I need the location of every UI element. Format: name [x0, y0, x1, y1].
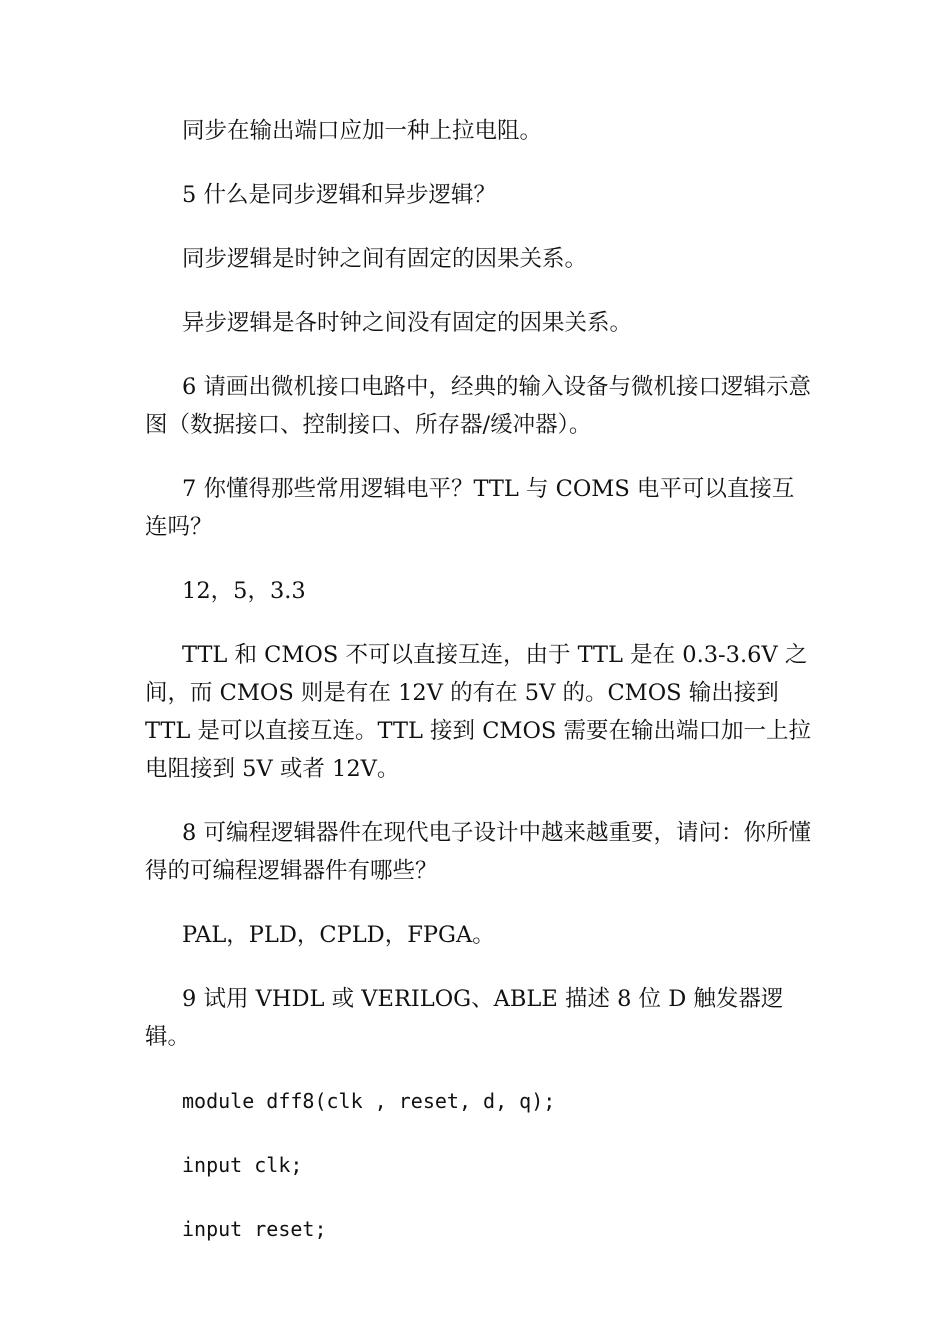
answer-sync-logic: 同步逻辑是时钟之间有固定的因果关系。 — [182, 246, 588, 272]
code-line-input-clk: input clk; — [182, 1153, 303, 1177]
question-9: 9 试用 VHDL 或 VERILOG、ABLE 描述 8 位 D 触发器逻辑。 — [145, 986, 784, 1050]
answer-pld-list: PAL，PLD，CPLD，FPGA。 — [182, 922, 495, 948]
code-line-input-reset: input reset; — [182, 1217, 327, 1241]
document-body — [145, 112, 815, 1274]
question-5: 5 什么是同步逻辑和异步逻辑？ — [182, 182, 496, 208]
answer-async-logic: 异步逻辑是各时钟之间没有固定的因果关系。 — [182, 310, 633, 336]
code-line-module: module dff8(clk , reset, d, q); — [182, 1089, 556, 1113]
question-8: 8 可编程逻辑器件在现代电子设计中越来越重要，请问：你所懂得的可编程逻辑器件有哪些？ — [145, 820, 811, 884]
paragraph-pullup-note: 同步在输出端口应加一种上拉电阻。 — [182, 118, 543, 144]
question-6: 6 请画出微机接口电路中，经典的输入设备与微机接口逻辑示意图（数据接口、控制接口、所存器/缓冲器）。 — [145, 374, 811, 438]
question-7: 7 你懂得那些常用逻辑电平？TTL 与 COMS 电平可以直接互连吗？ — [145, 476, 795, 540]
answer-logic-levels: 12，5，3.3 — [182, 578, 306, 604]
answer-ttl-cmos: TTL 和 CMOS 不可以直接互连，由于 TTL 是在 0.3-3.6V 之间，而 CMOS 则是有在 12V 的有在 5V 的。CMOS 输出接到 TTL 是可以直接互连。TTL 接到 CMOS 需要在输出端口加一上拉电阻接到 5V 或者 12V。 — [145, 642, 811, 782]
